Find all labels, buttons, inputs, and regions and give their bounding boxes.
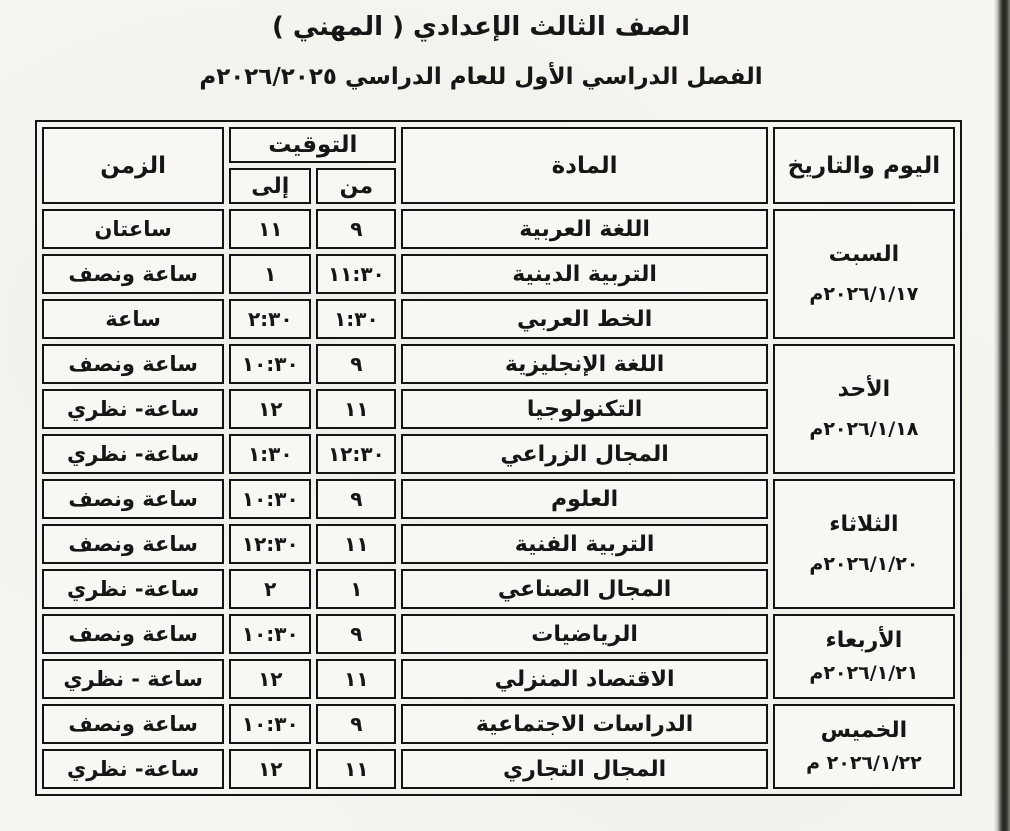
time-to-cell: ٢ (229, 569, 311, 609)
day-date-cell-thursday (773, 704, 955, 789)
subject-cell: التكنولوجيا (401, 389, 767, 429)
day-name: السبت (828, 242, 900, 268)
header-row-1 (42, 127, 955, 163)
subject-cell: المجال الزراعي (401, 434, 767, 474)
time-from-cell: ١١ (316, 524, 396, 564)
time-from-cell: ١١ (316, 659, 396, 699)
header-timing: التوقيت (229, 127, 396, 163)
day-date: ٢٠٢٦/١/٢٢ م (806, 752, 922, 775)
duration-cell: ساعة - نظري (42, 659, 224, 699)
time-from-cell: ٩ (316, 344, 396, 384)
time-from-cell: ٩ (316, 209, 396, 249)
subject-cell: الاقتصاد المنزلي (401, 659, 767, 699)
subject-cell: التربية الفنية (401, 524, 767, 564)
subject-cell: الرياضيات (401, 614, 767, 654)
duration-cell: ساعة ونصف (42, 614, 224, 654)
subject-cell: اللغة الإنجليزية (401, 344, 767, 384)
duration-cell: ساعة- نظري (42, 389, 224, 429)
day-name: الأحد (837, 377, 891, 403)
time-from-cell: ٩ (316, 614, 396, 654)
time-to-cell: ١٠:٣٠ (229, 479, 311, 519)
table-row (42, 209, 955, 249)
duration-cell: ساعة ونصف (42, 704, 224, 744)
time-from-cell: ١:٣٠ (316, 299, 396, 339)
time-to-cell: ١٠:٣٠ (229, 344, 311, 384)
duration-cell: ساعة ونصف (42, 479, 224, 519)
table-row (42, 344, 955, 384)
subject-cell: الدراسات الاجتماعية (401, 704, 767, 744)
duration-cell: ساعة- نظري (42, 569, 224, 609)
time-to-cell: ١٠:٣٠ (229, 704, 311, 744)
grade-title: الصف الثالث الإعدادي ( المهني ) (271, 12, 691, 42)
duration-cell: ساعة ونصف (42, 524, 224, 564)
duration-cell: ساعتان (42, 209, 224, 249)
duration-cell: ساعة ونصف (42, 344, 224, 384)
day-name: الخميس (820, 717, 908, 743)
header-duration: الزمن (42, 127, 224, 204)
table-row (42, 704, 955, 744)
header-day-date: اليوم والتاريخ (773, 127, 955, 204)
duration-cell: ساعة ونصف (42, 254, 224, 294)
time-from-cell: ٩ (316, 704, 396, 744)
table-row (42, 614, 955, 654)
subject-cell: العلوم (401, 479, 767, 519)
time-to-cell: ١٠:٣٠ (229, 614, 311, 654)
day-date-cell-saturday (773, 209, 955, 339)
subject-cell: المجال الصناعي (401, 569, 767, 609)
header-from: من (316, 168, 396, 204)
day-date: ٢٠٢٦/١/١٧م (809, 282, 919, 305)
table-row (42, 479, 955, 519)
time-to-cell: ١١ (229, 209, 311, 249)
time-from-cell: ١١ (316, 389, 396, 429)
time-to-cell: ١٢:٣٠ (229, 524, 311, 564)
time-to-cell: ١:٣٠ (229, 434, 311, 474)
time-from-cell: ١٢:٣٠ (316, 434, 396, 474)
day-date: ٢٠٢٦/١/٢١م (809, 662, 919, 685)
semester-title: الفصل الدراسي الأول للعام الدراسي ٢٠٢٦/٢٠٢٥م (199, 64, 763, 90)
time-from-cell: ٩ (316, 479, 396, 519)
duration-cell: ساعة- نظري (42, 434, 224, 474)
duration-cell: ساعة- نظري (42, 749, 224, 789)
time-to-cell: ١ (229, 254, 311, 294)
time-to-cell: ١٢ (229, 659, 311, 699)
day-name: الثلاثاء (829, 512, 899, 538)
day-date-cell-wednesday (773, 614, 955, 699)
time-from-cell: ١١:٣٠ (316, 254, 396, 294)
subject-cell: الخط العربي (401, 299, 767, 339)
day-date: ٢٠٢٦/١/١٨م (809, 417, 919, 440)
day-date-cell-sunday (773, 344, 955, 474)
subject-cell: التربية الدينية (401, 254, 767, 294)
header-to: إلى (229, 168, 311, 204)
time-from-cell: ١ (316, 569, 396, 609)
subject-cell: اللغة العربية (401, 209, 767, 249)
day-date-cell-tuesday (773, 479, 955, 609)
header-subject: المادة (401, 127, 767, 204)
duration-cell: ساعة (42, 299, 224, 339)
subject-cell: المجال التجاري (401, 749, 767, 789)
day-date: ٢٠٢٦/١/٢٠م (809, 552, 919, 575)
time-to-cell: ٢:٣٠ (229, 299, 311, 339)
day-name: الأربعاء (825, 627, 903, 653)
time-from-cell: ١١ (316, 749, 396, 789)
time-to-cell: ١٢ (229, 749, 311, 789)
exam-schedule-table (35, 120, 962, 796)
scanned-page-edge-line (994, 0, 1010, 831)
time-to-cell: ١٢ (229, 389, 311, 429)
